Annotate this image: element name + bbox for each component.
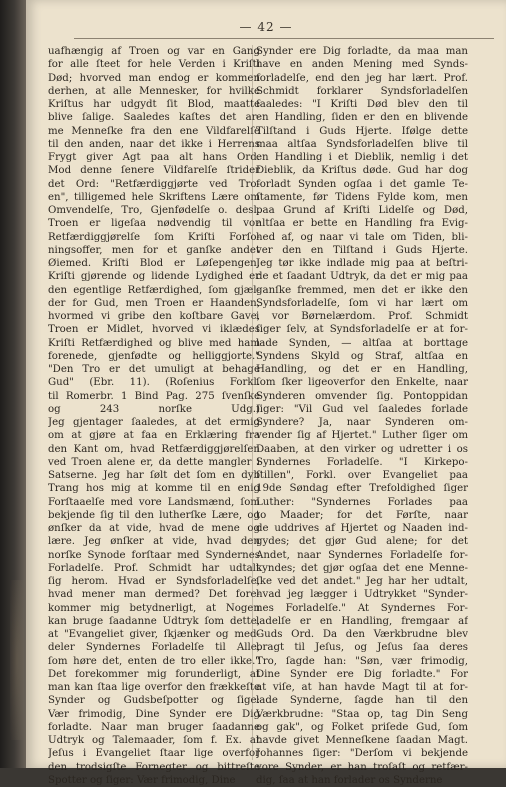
left-column-line: lære. Jeg ønſker at vide, hvad den <box>48 536 260 548</box>
right-column-line: ſtillen", Forkl. over Evangeliet paa <box>256 470 468 481</box>
right-column-line: dig, ſaa at han forlader os Synderne <box>256 774 443 786</box>
right-column-line: vore Synder, er han troſaſt og retfær- <box>256 761 468 773</box>
left-column-line: ved Troen alene er, da dette mangler i <box>48 456 260 468</box>
right-column-line: i vor Børnelærdom. Prof. Schmidt <box>256 311 468 322</box>
right-column-line: Daaben, at den virker og udretter i os <box>256 443 468 455</box>
right-column-line: Dieblik, da Kriſtus døde. Gud har dog <box>256 165 468 177</box>
right-column-line: Andet, naar Syndernes Forladelſe for- <box>256 549 468 561</box>
left-column-line: man kan ſtaa lige overfor den frækkeſte <box>48 682 260 693</box>
left-column-line: Synder og Gudsbeſpotter og ſige: <box>48 695 260 707</box>
left-column-line: Troen er ligeſaa nødvendig til vor <box>48 218 260 230</box>
left-column-line: ønſker da at vide, hvad de mene og <box>48 523 260 534</box>
left-column-line: ningsoffer, men for et ganſke andet <box>48 244 260 256</box>
left-column-line: Troen er Midlet, hvorved vi iklædes <box>48 324 260 336</box>
left-column-line: kan bruge ſaadanne Udtryk ſom dette, <box>48 615 260 627</box>
right-column-line: ſaaledes: "I Kriſti Død blev den til <box>256 99 468 110</box>
left-column-line: den Kant om, hvad Retfærdiggjørelſen <box>48 443 260 455</box>
left-column-line: derhen, at alle Mennesker, for hvilke <box>48 85 260 97</box>
left-column-line: Jeſus i Evangeliet ſtaar lige overfor <box>48 748 260 760</box>
left-column-line: hvad mener man dermed? Det fore- <box>48 589 260 601</box>
page-stain <box>10 580 24 740</box>
left-column-line: Kriſti gjørende og lidende Lydighed er <box>48 271 260 283</box>
right-column-line: Dine Synder ere Dig forladte." For <box>256 668 468 680</box>
right-column-line: paa Grund af Kriſti Lidelſe og Død, <box>256 205 468 216</box>
right-column-line: ſiger: "Vil Gud vel ſaaledes forlade <box>256 403 468 415</box>
column-divider <box>252 45 253 760</box>
left-column <box>48 45 260 787</box>
left-column-line: Forſtaaelſe med vore Landsmænd, ſom <box>48 496 260 508</box>
left-column-line: Forladelſe. Prof. Schmidt har udtalt <box>48 562 260 574</box>
page-number: — 42 — <box>239 20 293 34</box>
right-column-line: Guds Ord. Da den Værkbrudne blev <box>256 629 468 640</box>
right-column-line: forladt Synden ogſaa i det gamle Te- <box>256 178 468 190</box>
right-column-line: lade Synden, — altſaa at borttage <box>256 337 468 349</box>
left-column-line: Frygt giver Agt paa alt hans Ord. <box>48 152 260 163</box>
left-column-line: Spotter og ſiger: Vær frimodig, Dine <box>48 774 236 786</box>
right-column-line: hed af, og naar vi tale om Tiden, bli- <box>256 231 468 243</box>
right-column-line: ſiger ſelv, at Syndsforladelſe er at for- <box>256 324 468 336</box>
right-column-line: ladelſe er en Handling, fremgaar af <box>256 615 468 627</box>
right-column-line: og gak", og Folket priſede Gud, ſom <box>256 721 468 733</box>
right-column-line: Johannes ſiger: "Derſom vi bekjende <box>256 748 468 760</box>
left-column-line: Omvendelſe, Tro, Gjenfødelſe o. desl. <box>48 205 260 216</box>
left-column-line: hvormed vi gribe den koſtbare Gave, <box>48 311 260 322</box>
right-column-line: Tro, ſagde han: "Søn, vær frimodig, <box>256 655 468 667</box>
left-column-line: ſom høre det, enten de tro eller ikke." <box>48 655 260 667</box>
left-column-line: om at gjøre at faa en Erklæring fra <box>48 430 260 442</box>
right-column-line: lade Synderne, ſagde han til den <box>256 695 468 707</box>
left-column-line: forenede, gjenfødte og helliggjorte." <box>48 350 260 362</box>
right-column-line: Syndere? Ja, naar Synderen om- <box>256 417 468 428</box>
left-column-line: Udtryk og Talemaader, ſom f. Ex. at <box>48 735 260 746</box>
right-column-line: nes Forladelſe." At Syndernes For- <box>256 602 468 614</box>
left-column-line: Jeg gjentager ſaaledes, at det ermig <box>48 417 260 428</box>
right-column-line: Tilſtand i Guds Hjerte. Ifølge dette <box>256 125 468 137</box>
right-column-line: Synderen omvender ſig. Pontoppidan <box>256 390 468 402</box>
right-column-line: Syndernes Forladelſe. "I Kirkepo- <box>256 456 468 468</box>
right-column-line: ver den en Tilſtand i Guds Hjerte. <box>256 244 468 256</box>
right-column-line: maa altſaa Syndsforladelſen blive til <box>256 138 468 150</box>
right-column-line: hvad jeg lægger i Udtrykket "Synder- <box>256 589 468 601</box>
left-column-line: Retfærdiggjørelſe ſom Kriſti Forſo- <box>48 231 260 243</box>
left-column-line: og 243 norſke Udg.) <box>48 403 260 415</box>
left-column-line: bekjende ſig til den lutherſke Lære, og <box>48 509 260 521</box>
right-column-line: Værkbrudne: "Staa op, tag Din Seng <box>256 708 468 720</box>
right-column-line: at viſe, at han havde Magt til at for- <box>256 682 468 693</box>
left-column-line: at "Evangeliet giver, ſkjænker og med- <box>48 629 260 640</box>
right-column-line: havde givet Menneſkene ſaadan Magt. <box>256 735 468 746</box>
left-column-line: ſig herom. Hvad er Syndsforladelſe, <box>48 576 260 587</box>
left-column-line: til den anden, naar det ikke i Herrens <box>48 138 260 150</box>
right-column-line: Synder ere Dig forladte, da maa man <box>256 46 468 57</box>
left-column-line: til Romerbr. 1 Bind Pag. 275 ſvenſke <box>48 390 260 402</box>
right-column-line: Syndsforladelſe, ſom vi har lært om <box>256 297 468 309</box>
left-column-line: kommer mig betydnerligt, at Nogen <box>48 602 260 614</box>
left-column-line: norſke Synode forſtaar med Syndernes <box>48 549 260 561</box>
left-column-line: blive ſalige. Saaledes kaſtes det ar- <box>48 112 260 124</box>
left-column-line: Trang hos mig at komme til en enig <box>48 483 260 495</box>
right-column-line: altſaa er bette en Handling fra Evig- <box>256 218 468 230</box>
right-column-line: ſom ſker ligeoverfor den Enkelte, naar <box>256 377 468 389</box>
left-column-line: Øiemed. Kriſti Blod er Løſepengen, <box>48 258 260 269</box>
right-column-line: ſtamente, før Tidens Fylde kom, men <box>256 191 468 203</box>
right-column-line: kyndes; det gjør ogſaa det ene Menne- <box>256 562 468 574</box>
right-column-line: bragt til Jeſus, og Jeſus ſaa deres <box>256 642 468 654</box>
left-column-line: Død; hvorved man endog er kommen <box>48 72 260 84</box>
right-column-line: ganſke fremmed, men det er ikke den <box>256 284 468 296</box>
right-column-line: en Handling i et Dieblik, nemlig i det <box>256 152 468 163</box>
right-column-line: de uddrives af Hjertet og Naaden ind- <box>256 523 468 534</box>
left-column-line: me Menneſke fra den ene Vildfarelſe <box>48 125 260 137</box>
right-column-line: to Maader; for det Førſte, naar <box>256 509 468 521</box>
left-column-line: den egentlige Retfærdighed, ſom gjæl- <box>48 284 260 296</box>
left-column-line: Kriſtus har udgydt ſit Blod, maatte <box>48 99 260 110</box>
left-column-line: "Den Tro er det umuligt at behage <box>48 364 260 375</box>
left-column-line: det Ord: "Retfærdiggjørte ved Tro- <box>48 178 260 190</box>
left-column-line: Vær frimodig, Dine Synder ere Dig <box>48 708 260 720</box>
left-column-line: for alle ſteet for hele Verden i Kriſti <box>48 59 260 71</box>
left-column-line: en", tilligemed hele Skriftens Lære om <box>48 191 260 203</box>
left-column-line: der for Gud, men Troen er Haanden, <box>48 297 260 309</box>
left-column-line: Kriſti Retfærdighed og blive med ham <box>48 337 260 349</box>
right-column-line: forladelſe, end den jeg har lært. Prof. <box>256 72 468 84</box>
left-column-line: Satserne. Jeg har ſølt det ſom en dyb <box>48 470 260 481</box>
right-column-line: Handling, og det er en Handling, <box>256 364 468 375</box>
right-column-line: de et ſaadant Udtryk, da det er mig paa <box>256 271 468 283</box>
right-column-line: Syndens Skyld og Straf, altſaa en <box>256 350 468 362</box>
right-column-line: Luther: "Syndernes Forlades paa <box>256 496 468 508</box>
right-column-line: Jeg tør ikke indlade mig paa at beſtri- <box>256 258 468 269</box>
right-column <box>256 45 468 787</box>
left-column-line: forladte. Naar man bruger ſaadanne <box>48 721 260 733</box>
left-column-line: Mod denne ſenere Vildfarelſe ſtrider <box>48 165 260 177</box>
right-column-line: en Handling, ſiden er den en blivende <box>256 112 468 124</box>
right-column-line: gydes; det gjør Gud alene; for det <box>256 536 468 548</box>
right-column-line: Schmidt forklarer Syndsforladelſen <box>256 85 468 97</box>
right-column-line: vender ſig af Hjertet." Luther ſiger om <box>256 430 468 442</box>
left-column-line: deler Syndernes Forladelſe til Alle, <box>48 642 260 654</box>
right-column-line: have en anden Mening med Synds- <box>256 59 468 71</box>
right-column-line: 19de Søndag efter Trefoldighed ſiger <box>256 483 468 495</box>
left-column-line: uafhængig af Troen og var en Gang <box>48 46 260 57</box>
right-column-line: ſke ved det andet." Jeg har her udtalt, <box>256 576 468 587</box>
left-column-line: Det forekommer mig forunderligt, at <box>48 668 260 680</box>
left-column-line: Gud" (Ebr. 11). (Roſenius Forkl. <box>48 377 260 389</box>
header-rule <box>74 38 494 39</box>
left-column-line: den trodsigſte Fornegter og bittreſte <box>48 761 260 773</box>
